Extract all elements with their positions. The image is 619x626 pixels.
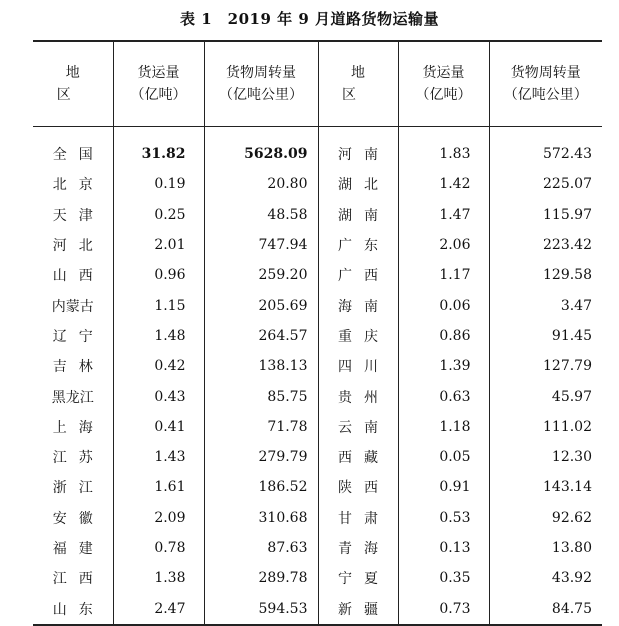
turnover-cell: 48.58 (204, 200, 318, 230)
table-row (33, 351, 602, 381)
table-row (33, 472, 602, 502)
volume-cell: 1.48 (113, 321, 204, 351)
turnover-cell: 259.20 (204, 260, 318, 290)
region-cell: 湖南 (318, 200, 398, 230)
region-cell: 广东 (318, 230, 398, 260)
turnover-cell: 85.75 (204, 381, 318, 411)
turnover-header-label: 货物周转量 (510, 65, 581, 81)
region-cell: 天津 (52, 207, 105, 224)
turnover-cell: 129.58 (489, 260, 602, 290)
volume-cell: 1.42 (398, 169, 489, 199)
region-header-right: 地区 (318, 41, 398, 127)
turnover-cell: 84.75 (489, 593, 602, 624)
volume-cell: 1.83 (398, 127, 489, 170)
region-cell: 安徽 (52, 510, 105, 527)
volume-cell: 1.39 (398, 351, 489, 381)
turnover-cell: 186.52 (204, 472, 318, 502)
turnover-cell: 223.42 (489, 230, 602, 260)
table-row (33, 412, 602, 442)
header-row (33, 41, 602, 127)
turnover-cell: 138.13 (204, 351, 318, 381)
region-cell: 上海 (52, 419, 105, 436)
volume-header-right (398, 41, 489, 127)
freight-table (33, 40, 602, 626)
region-cell: 河北 (52, 238, 105, 255)
table-row (33, 381, 602, 411)
turnover-cell: 572.43 (489, 127, 602, 170)
region-cell: 云南 (318, 412, 398, 442)
table-row (33, 230, 602, 260)
table-row (33, 442, 602, 472)
volume-cell: 1.38 (113, 563, 204, 593)
region-cell: 广西 (318, 260, 398, 290)
turnover-header-unit: （亿吨公里） (503, 87, 588, 103)
turnover-cell: 111.02 (489, 412, 602, 442)
turnover-cell: 115.97 (489, 200, 602, 230)
turnover-cell: 13.80 (489, 533, 602, 563)
region-cell: 江苏 (52, 450, 105, 467)
table-row (33, 290, 602, 320)
volume-cell: 0.91 (398, 472, 489, 502)
region-cell: 宁夏 (318, 563, 398, 593)
region-cell: 山东 (33, 593, 113, 624)
volume-cell: 0.96 (113, 260, 204, 290)
volume-cell: 2.09 (113, 503, 204, 533)
table-row (33, 593, 602, 624)
region-cell: 西藏 (318, 442, 398, 472)
volume-cell: 0.42 (113, 351, 204, 381)
region-header-left: 地区 (33, 41, 113, 127)
volume-cell: 0.73 (398, 593, 489, 624)
region-cell: 重庆 (318, 321, 398, 351)
table-body (33, 127, 602, 625)
turnover-cell: 12.30 (489, 442, 602, 472)
turnover-cell: 71.78 (204, 412, 318, 442)
volume-cell: 0.63 (398, 381, 489, 411)
volume-header-left (113, 41, 204, 127)
turnover-cell: 127.79 (489, 351, 602, 381)
table-title: 表 1 2019 年 9 月道路货物运输量 (179, 10, 439, 28)
region-cell: 内蒙古 (51, 298, 94, 315)
table-row (33, 503, 602, 533)
region-cell: 辽宁 (52, 328, 105, 345)
region-cell: 浙江 (52, 480, 105, 497)
turnover-cell: 205.69 (204, 290, 318, 320)
turnover-header-unit: （亿吨公里） (219, 87, 303, 103)
region-cell: 陕西 (318, 472, 398, 502)
table-row (33, 260, 602, 290)
region-cell: 黑龙江 (51, 389, 94, 406)
turnover-header-right (489, 41, 602, 127)
turnover-cell: 747.94 (204, 230, 318, 260)
table-row (33, 169, 602, 199)
region-cell: 吉林 (52, 359, 105, 376)
turnover-cell: 143.14 (489, 472, 602, 502)
volume-cell: 0.35 (398, 563, 489, 593)
turnover-cell: 92.62 (489, 503, 602, 533)
region-cell: 海南 (318, 290, 398, 320)
region-cell: 江西 (52, 571, 105, 588)
region-cell: 四川 (318, 351, 398, 381)
turnover-cell: 43.92 (489, 563, 602, 593)
volume-cell: 0.43 (113, 381, 204, 411)
turnover-cell: 45.97 (489, 381, 602, 411)
region-cell: 青海 (318, 533, 398, 563)
volume-cell: 0.41 (113, 412, 204, 442)
region-cell: 北京 (52, 177, 105, 194)
region-cell: 甘肃 (318, 503, 398, 533)
volume-cell: 2.01 (113, 230, 204, 260)
turnover-cell: 594.53 (204, 593, 318, 624)
turnover-header-label: 货物周转量 (226, 65, 296, 81)
volume-cell: 0.05 (398, 442, 489, 472)
table-row (33, 563, 602, 593)
volume-cell: 2.06 (398, 230, 489, 260)
volume-header-unit: （亿吨） (415, 87, 472, 103)
region-cell: 河南 (318, 127, 398, 170)
turnover-cell: 225.07 (489, 169, 602, 199)
region-cell: 山西 (52, 268, 105, 285)
volume-cell: 0.06 (398, 290, 489, 320)
volume-header-unit: （亿吨） (130, 87, 187, 103)
volume-cell: 2.47 (113, 593, 204, 624)
volume-cell: 0.25 (113, 200, 204, 230)
table-row (33, 533, 602, 563)
region-cell: 新疆 (318, 593, 398, 624)
table-row (33, 127, 602, 170)
turnover-cell: 91.45 (489, 321, 602, 351)
turnover-cell: 264.57 (204, 321, 318, 351)
volume-cell: 1.47 (398, 200, 489, 230)
table-row (33, 321, 602, 351)
volume-cell: 1.61 (113, 472, 204, 502)
region-cell: 湖北 (318, 169, 398, 199)
turnover-cell: 20.80 (204, 169, 318, 199)
turnover-cell: 289.78 (204, 563, 318, 593)
volume-cell: 1.43 (113, 442, 204, 472)
volume-cell: 31.82 (113, 127, 204, 170)
region-cell: 全国 (52, 147, 105, 164)
turnover-header-left (204, 41, 318, 127)
volume-cell: 1.15 (113, 290, 204, 320)
region-cell: 福建 (52, 541, 105, 557)
volume-header-label: 货运量 (422, 65, 465, 81)
turnover-cell: 279.79 (204, 442, 318, 472)
volume-cell: 0.53 (398, 503, 489, 533)
turnover-cell: 310.68 (204, 503, 318, 533)
region-cell: 贵州 (318, 381, 398, 411)
volume-cell: 0.13 (398, 533, 489, 563)
turnover-cell: 87.63 (204, 533, 318, 563)
table-row (33, 200, 602, 230)
volume-header-label: 货运量 (137, 65, 180, 81)
volume-cell: 0.78 (113, 533, 204, 563)
volume-cell: 1.17 (398, 260, 489, 290)
volume-cell: 0.86 (398, 321, 489, 351)
turnover-cell: 5628.09 (204, 127, 318, 170)
turnover-cell: 3.47 (489, 290, 602, 320)
volume-cell: 1.18 (398, 412, 489, 442)
volume-cell: 0.19 (113, 169, 204, 199)
